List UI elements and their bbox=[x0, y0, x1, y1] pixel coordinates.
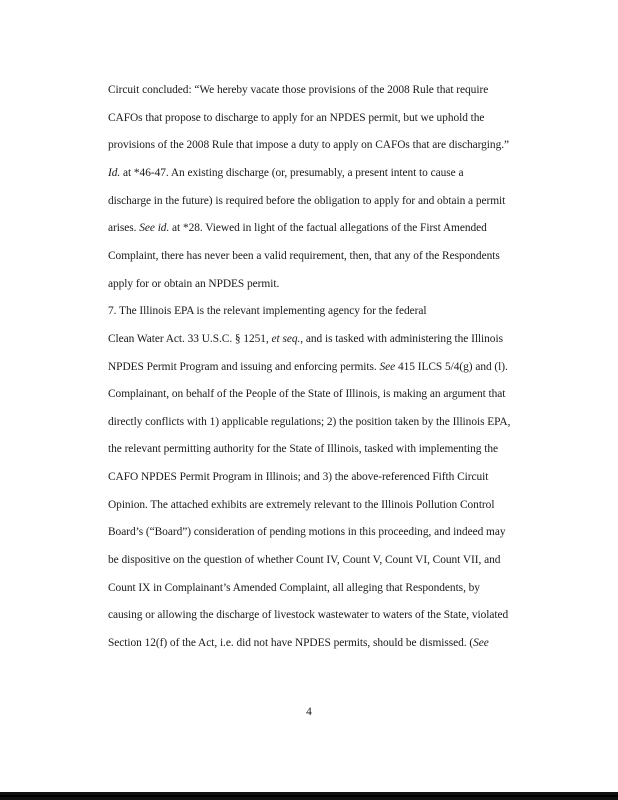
text-run: Opinion. The attached exhibits are extremely relevant to the Illinois Pollution Control bbox=[108, 498, 495, 511]
text-run: CAFO NPDES Permit Program in Illinois; and 3) the above-referenced Fifth Circuit bbox=[108, 471, 489, 484]
text-run: the relevant permitting authority for the State of Illinois, tasked with implementing the bbox=[108, 443, 499, 456]
text-line bbox=[108, 608, 518, 622]
text-line bbox=[108, 581, 518, 595]
text-line bbox=[108, 415, 518, 429]
text-run: apply for or obtain an NPDES permit. bbox=[108, 277, 280, 290]
text-line bbox=[108, 166, 518, 180]
text-run: Complaint, there has never been a valid requirement, then, that any of the Respondents bbox=[108, 249, 500, 262]
italic-citation: See id. bbox=[139, 222, 170, 235]
text-run: NPDES Permit Program and issuing and enforcing permits. bbox=[108, 360, 380, 373]
text-run: directly conflicts with 1) applicable regulations; 2) the position taken by the Illinois EPA, bbox=[108, 415, 511, 428]
text-run: 415 ILCS 5/4(g) and (l). bbox=[395, 360, 508, 373]
text-line bbox=[108, 138, 518, 152]
text-run: CAFOs that propose to discharge to apply for an NPDES permit, but we uphold the bbox=[108, 111, 485, 124]
text-run: Clean Water Act. 33 U.S.C. § 1251, bbox=[108, 332, 272, 345]
text-line bbox=[108, 442, 518, 456]
text-line bbox=[108, 553, 518, 567]
text-line bbox=[108, 83, 518, 97]
text-run: discharge in the future) is required before the obligation to apply for and obtain a permit bbox=[108, 194, 506, 207]
text-line bbox=[108, 249, 518, 263]
text-line bbox=[108, 111, 518, 125]
text-run: be dispositive on the question of whether Count IV, Count V, Count VI, Count VII, and bbox=[108, 554, 501, 566]
text-line bbox=[108, 636, 518, 650]
text-run: causing or allowing the discharge of livestock wastewater to waters of the State, violated bbox=[108, 609, 509, 622]
text-line bbox=[108, 277, 518, 291]
text-run: Complainant, on behalf of the People of the State of Illinois, is making an argument that bbox=[108, 388, 506, 401]
scan-bottom-border-line bbox=[0, 795, 618, 797]
text-line bbox=[108, 194, 518, 208]
italic-citation: See bbox=[379, 360, 396, 373]
text-line bbox=[108, 470, 518, 484]
text-run: Section 12(f) of the Act, i.e. did not have NPDES permits, should be dismissed. ( bbox=[108, 637, 474, 649]
text-line bbox=[108, 332, 518, 346]
text-run: provisions of the 2008 Rule that impose a duty to apply on CAFOs that are discharging.” bbox=[108, 139, 510, 152]
italic-citation: et seq. bbox=[271, 332, 301, 345]
italic-citation: See bbox=[473, 637, 489, 649]
text-line bbox=[108, 498, 518, 512]
text-run: at *28. Viewed in light of the factual allegations of the First Amended bbox=[169, 222, 487, 235]
page-number: 4 bbox=[306, 706, 312, 718]
text-line bbox=[108, 525, 518, 539]
italic-citation: Id. bbox=[108, 166, 121, 179]
text-run: Board’s (“Board”) consideration of pending motions in this proceeding, and indeed may bbox=[108, 526, 506, 539]
text-run: 7. The Illinois EPA is the relevant implementing agency for the federal bbox=[108, 305, 427, 318]
text-run: at *46-47. An existing discharge (or, presumably, a present intent to cause a bbox=[120, 166, 464, 179]
text-run: , and is tasked with administering the Illinois bbox=[300, 332, 503, 345]
text-line bbox=[108, 360, 518, 374]
text-line bbox=[108, 221, 518, 235]
text-run: arises. bbox=[108, 222, 140, 235]
text-run: Circuit concluded: “We hereby vacate those provisions of the 2008 Rule that require bbox=[108, 84, 489, 96]
text-run: Count IX in Complainant’s Amended Complaint, all alleging that Respondents, by bbox=[108, 581, 480, 594]
text-line bbox=[108, 304, 518, 318]
text-line bbox=[108, 387, 518, 401]
